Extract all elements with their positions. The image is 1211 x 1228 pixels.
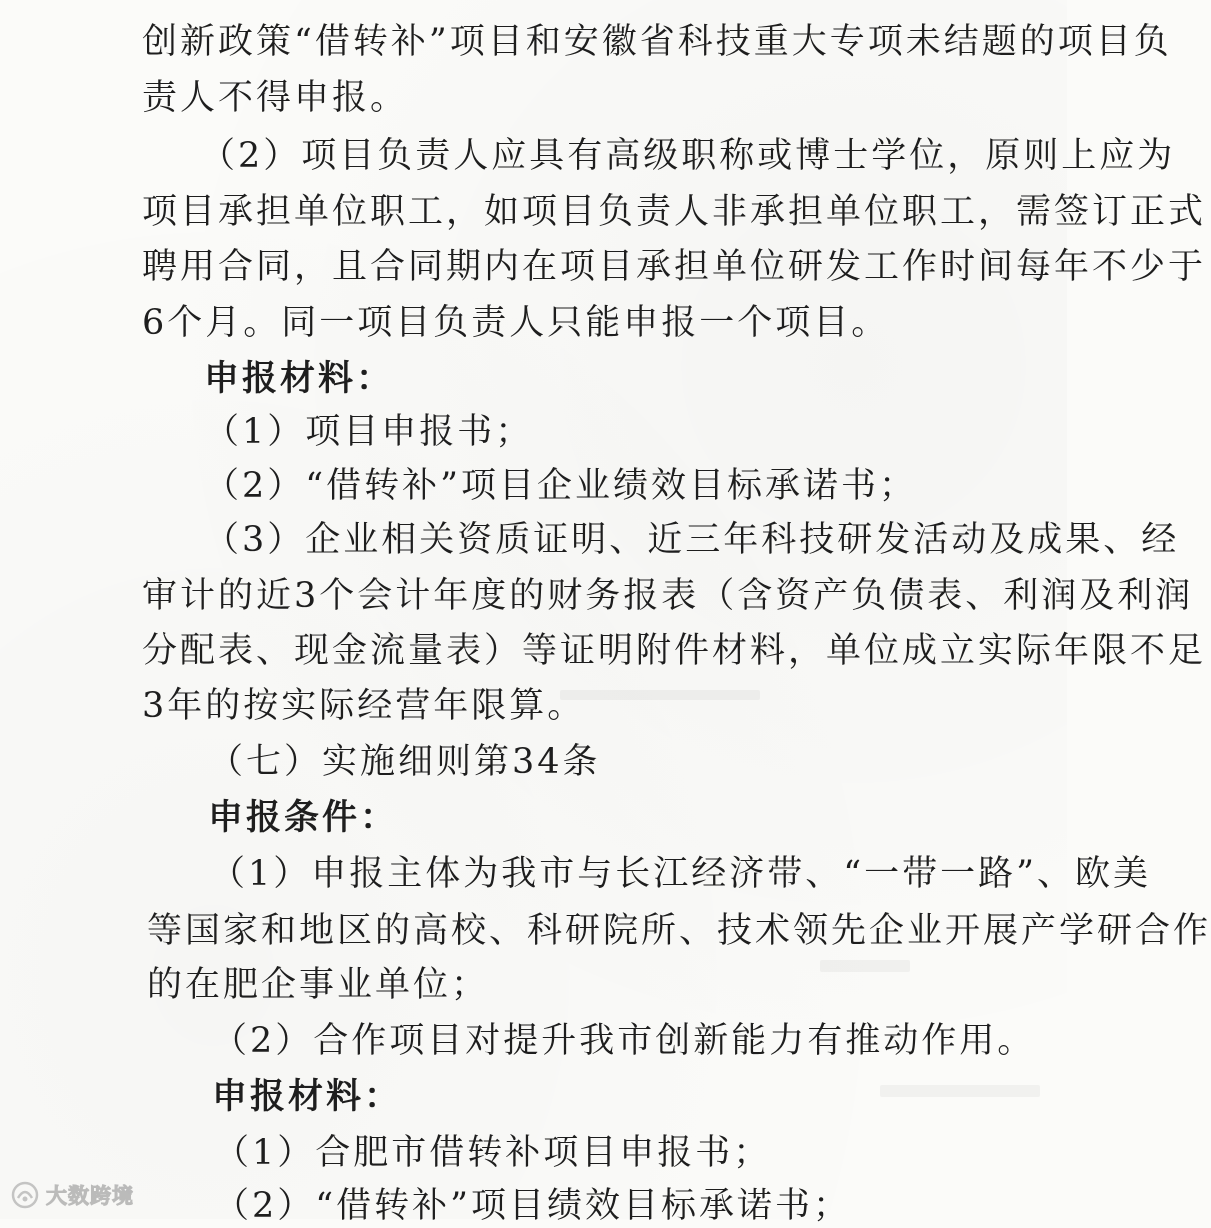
bleed-through-mark [880,1085,1040,1097]
section-heading: 申报条件： [208,797,399,838]
watermark-text: 大数跨境 [46,1184,134,1208]
list-item: （2）“借转补”项目企业绩效目标承诺书； [204,466,918,506]
body-text-line: （2）项目负责人应具有高级职称或博士学位，原则上应为 [200,136,1176,176]
body-text-line: 审计的近3个会计年度的财务报表（含资产负债表、利润及利润 [142,576,1194,616]
subsection-title: （七）实施细则第34条 [208,742,601,782]
list-item: （1）合肥市借转补项目申报书； [214,1133,772,1173]
list-item: （2）合作项目对提升我市创新能力有推动作用。 [212,1021,1036,1061]
bleed-through-mark [820,960,910,972]
brand-logo-icon [10,1180,40,1210]
body-text-line: 等国家和地区的高校、科研院所、技术领先企业开展产学研合作 [147,911,1211,951]
body-text-line: 项目承担单位职工，如项目负责人非承担单位职工，需签订正式 [142,192,1207,232]
list-item: （3）企业相关资质证明、近三年科技研发活动及成果、经 [204,520,1180,560]
body-text-line: 创新政策“借转补”项目和安徽省科技重大专项未结题的项目负 [142,22,1172,62]
watermark [10,1180,134,1210]
section-heading: 申报材料： [212,1076,403,1117]
body-text-line: 的在肥企事业单位； [147,965,490,1005]
list-item: （1）项目申报书； [204,412,534,452]
body-text-line: 责人不得申报。 [142,78,409,118]
bleed-through-mark [560,690,760,700]
body-text-line: 聘用合同，且合同期内在项目承担单位研发工作时间每年不少于 [142,247,1207,287]
body-text-line: 3年的按实际经营年限算。 [142,686,586,726]
body-text-line: 6个月。同一项目负责人只能申报一个项目。 [142,303,890,343]
section-heading: 申报材料： [204,358,395,399]
body-text-line: 分配表、现金流量表）等证明附件材料，单位成立实际年限不足 [142,631,1207,671]
list-item: （1）申报主体为我市与长江经济带、“一带一路”、欧美 [210,854,1152,894]
list-item: （2）“借转补”项目绩效目标承诺书； [214,1186,852,1226]
